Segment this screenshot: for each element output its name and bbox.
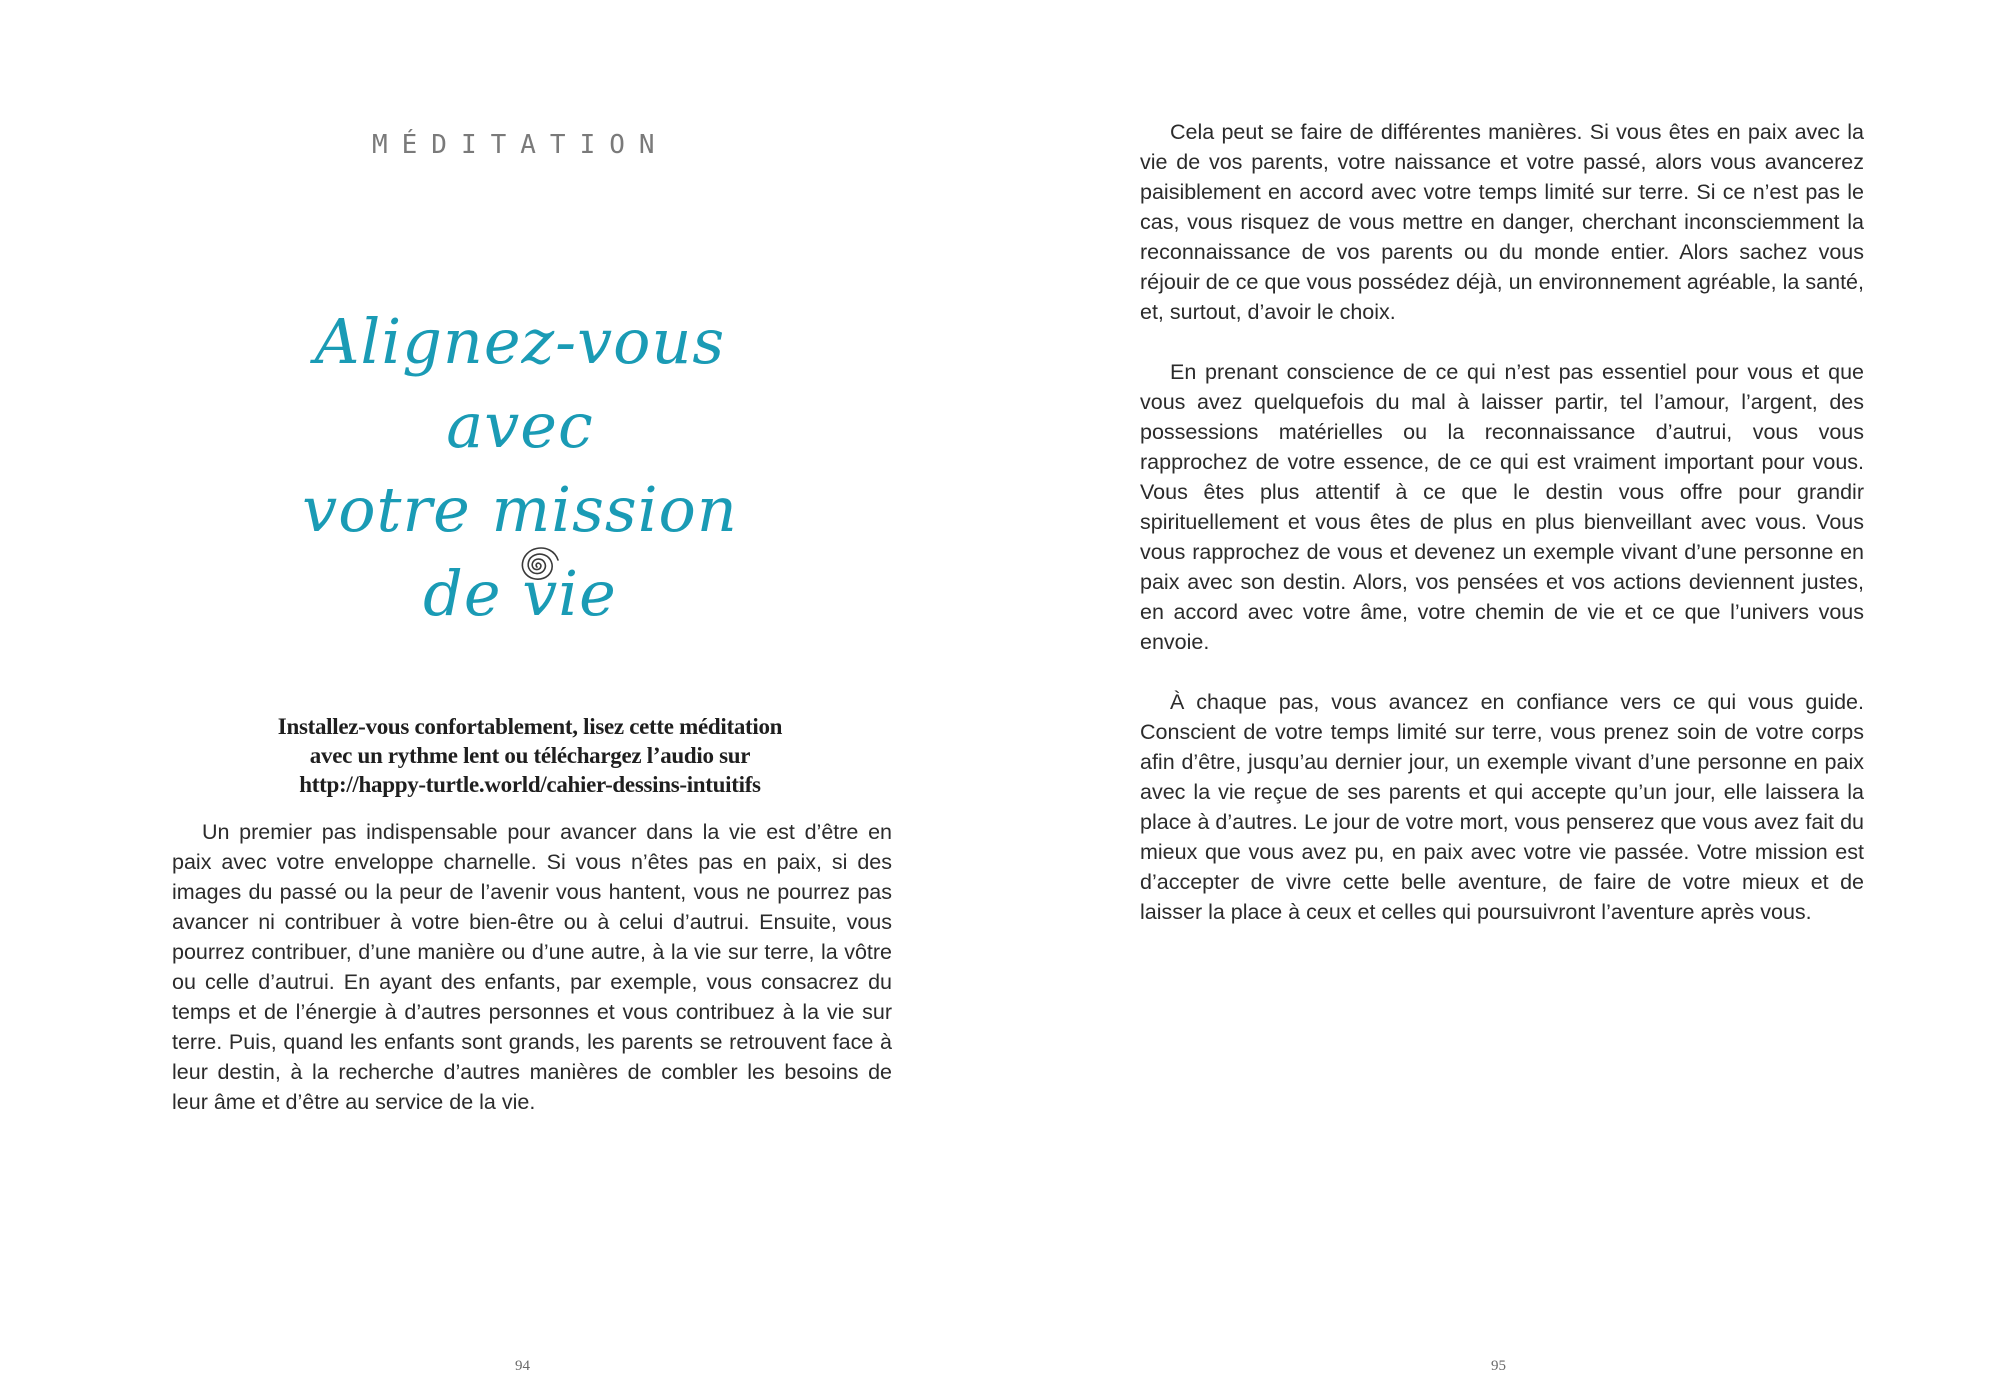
section-label: MÉDITATION (372, 130, 669, 160)
spiral-icon (508, 540, 564, 590)
paragraph: Cela peut se faire de différentes manières. Si vous êtes en paix avec la vie de vos parents, votre naissance et votre passé, alors vous avancerez paisiblement en accord avec votre temps limité sur terre. Si ce n’est pas le cas, vous risquez de vous mettre en danger, cherchant inconsciemment la reconnaissance de vos parents ou du monde entier. Alors sachez vous réjouir de ce que vous possédez déjà, un environnement agréable, la santé, et, surtout, d’avoir le choix. (1140, 120, 1864, 324)
meditation-intro (160, 712, 900, 799)
intro-line-1: Installez-vous confortablement, lisez cette méditation (277, 714, 783, 739)
paragraph: En prenant conscience de ce qui n’est pas essentiel pour vous et que vous avez quelquefois du mal à laisser partir, tel l’amour, l’argent, des possessions matérielles ou la reconnaissance d’autrui, vous vous rapprochez de votre essence, de ce qui est vraiment important pour vous. Vous êtes plus attentif à ce que le destin vous offre pour grandir spirituellement et vous êtes de plus en plus bienveillant avec vous. Vous vous rapprochez de vous et devenez un exemple vivant d’une personne en paix avec son destin. Alors, vos pensées et vos actions deviennent justes, en accord avec votre âme, votre chemin de vie et ce que l’univers vous envoie. (1140, 360, 1864, 654)
page-number-left: 94 (515, 1358, 530, 1374)
left-page (0, 0, 1004, 1400)
right-body-text (1140, 117, 1864, 927)
paragraph: À chaque pas, vous avancez en confiance vers ce qui vous guide. Conscient de votre temps limité sur terre, vous prenez soin de votre corps afin d’être, jusqu’au dernier jour, un exemple vivant d’une personne en paix avec la vie reçue de ses parents et qui accepte qu’un jour, elle laissera la place à d’autres. Le jour de votre mort, vous penserez que vous avez fait du mieux que vous avez pu, en paix avec votre vie passée. Votre mission est d’accepter de vivre cette belle aventure, de faire de votre mieux et de laisser la place à ceux et celles qui poursuivront l’aventure après vous. (1140, 690, 1864, 924)
chapter-title-line-1: Alignez-vous avec (314, 305, 726, 462)
intro-audio-url[interactable]: http://happy-turtle.world/cahier-dessins-intuitifs (299, 772, 761, 797)
left-body-text (172, 817, 892, 1117)
page-number-right: 95 (1491, 1358, 1506, 1374)
paragraph: Un premier pas indispensable pour avancer dans la vie est d’être en paix avec votre enveloppe charnelle. Si vous n’êtes pas en paix, si des images du passé ou la peur de l’avenir vous hantent, vous ne pourrez pas avancer ni contribuer à votre bien-être ou à celui d’autrui. Ensuite, vous pourrez contribuer, d’une manière ou d’une autre, à la vie sur terre, la vôtre ou celle d’autrui. En ayant des enfants, par exemple, vous consacrez du temps et de l’énergie à d’autres personnes et vous contribuez à la vie sur terre. Puis, quand les enfants sont grands, les parents se retrouvent face à leur destin, à la recherche d’autres manières de combler les besoins de leur âme et d’être au service de la vie. (172, 820, 892, 1114)
chapter-title-line-2: votre mission de vie (302, 473, 738, 630)
right-page (1004, 0, 2008, 1400)
intro-line-2: avec un rythme lent ou téléchargez l’audio sur (309, 743, 751, 768)
